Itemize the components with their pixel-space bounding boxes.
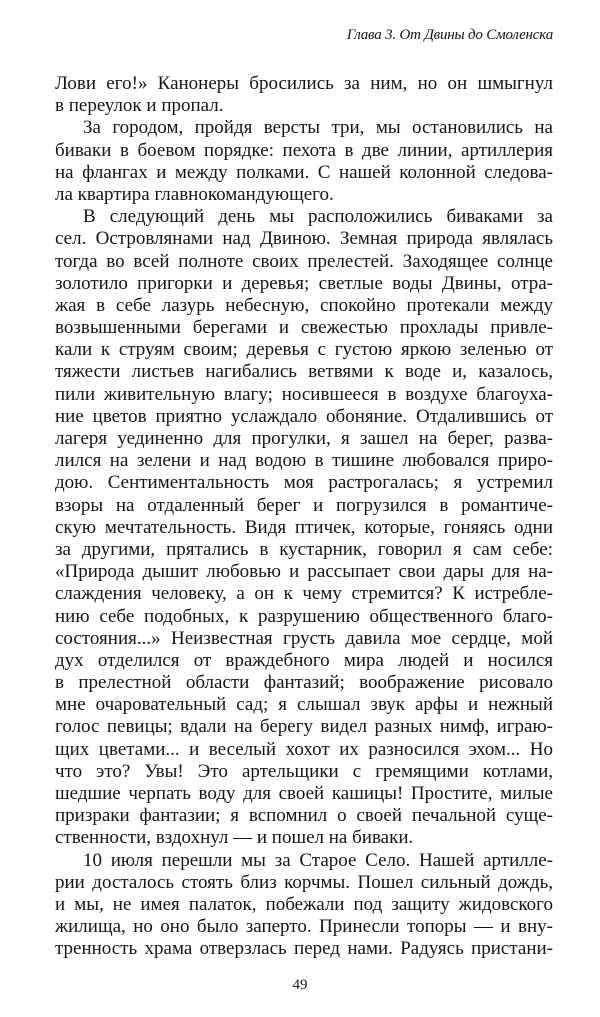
text-line: ла квартира главнокомандующего. (55, 183, 334, 205)
text-line: В следующий день мы расположились биваками за (83, 206, 553, 228)
text-line: ственности, вздохнул — и пошел на биваки. (55, 827, 414, 849)
text-line: и мы, не имея палаток, побежали под защиту жидовского (55, 893, 553, 915)
text-line: за другими, прятались в кустарник, говорил я сам себе: (55, 538, 553, 560)
text-line: состояния...» Неизвестная грусть давила мое сердце, мой (55, 627, 553, 649)
text-line: мне очаровательный сад; я слышал звук арфы и нежный (55, 694, 553, 716)
text-line: тренность храма отверзлась перед нами. Радуясь пристани- (55, 938, 553, 960)
text-line: жилища, но оно было заперто. Принесли топоры — и вну- (55, 916, 553, 938)
text-line: Лови его!» Канонеры бросились за ним, но он шмыгнул (55, 73, 553, 94)
body-text (55, 73, 553, 961)
text-line: щих цветами... и веселый хохот их разносился эхом... Но (55, 738, 553, 760)
text-line: лагеря уединенно для прогулки, я зашел на берег, разва- (55, 428, 553, 449)
text-line: призраки фантазии; я вспомнил о своей печальной суще- (55, 805, 553, 827)
text-line: шедшие черпать воду для своей кашицы! Простите, милые (55, 783, 553, 804)
text-line: 10 июля перешли мы за Старое Село. Нашей артилле- (83, 849, 553, 871)
text-line: дух отделился от враждебного мира людей и носился (55, 649, 553, 671)
text-line: слаждения человеку, а он к чему стремится? К истребле- (55, 583, 553, 605)
text-line: голос певицы; вдали на берегу видел разных нимф, играю- (55, 716, 553, 738)
text-line: нию себе подобных, к разрушению общественного благо- (55, 605, 553, 627)
text-line: биваки в боевом порядке: пехота в две линии, артиллерия (55, 139, 553, 161)
text-line: золотило пригорки и деревья; светлые воды Двины, отра- (55, 272, 553, 294)
text-line: ние цветов приятно услаждало обоняние. Отдалившись от (55, 405, 553, 427)
text-line: скую мечтательность. Видя птичек, которые, гоняясь одни (55, 516, 553, 538)
text-line: сел. Островлянами над Двиною. Земная природа являлась (55, 228, 553, 250)
text-line: тогда во всей полноте своих прелестей. Заходящее солнце (55, 250, 553, 272)
text-line: «Природа дышит любовью и рассыпает свои дары для на- (55, 561, 553, 583)
text-line: кали к струям своим; деревья с густою яркою зеленью от (55, 339, 553, 361)
running-head: Глава 3. От Двины до Смоленска (346, 27, 553, 43)
text-line: что это? Увы! Это артельщики с гремящими котлами, (55, 760, 553, 782)
text-line: тяжести листьев нагибались ветвями к воде и, казалось, (55, 361, 553, 383)
text-line: лился на зелени и над водою в тишине любовался приро- (55, 450, 553, 472)
text-line: взоры на отдаленный берег и погрузился в романтиче- (55, 494, 553, 516)
text-line: на флангах и между полками. С нашей колонной следова- (55, 161, 553, 183)
text-line: дою. Сентиментальность моя растрогалась; я устремил (55, 472, 553, 494)
text-line: пили живительную влагу; носившееся в воздухе благоуха- (55, 383, 553, 405)
text-line: в прелестной области фантазий; воображение рисовало (55, 672, 553, 694)
page-number: 49 (292, 977, 308, 993)
text-line: рии досталось стоять близ корчмы. Пошел сильный дождь, (55, 871, 553, 893)
text-line: За городом, пройдя версты три, мы остановились на (83, 117, 553, 139)
text-line: в переулок и пропал. (55, 95, 224, 117)
text-line: жая в себе лазурь небесную, спокойно протекали между (55, 294, 553, 316)
text-line: возвышенными берегами и свежестью прохлады привле- (55, 317, 553, 339)
